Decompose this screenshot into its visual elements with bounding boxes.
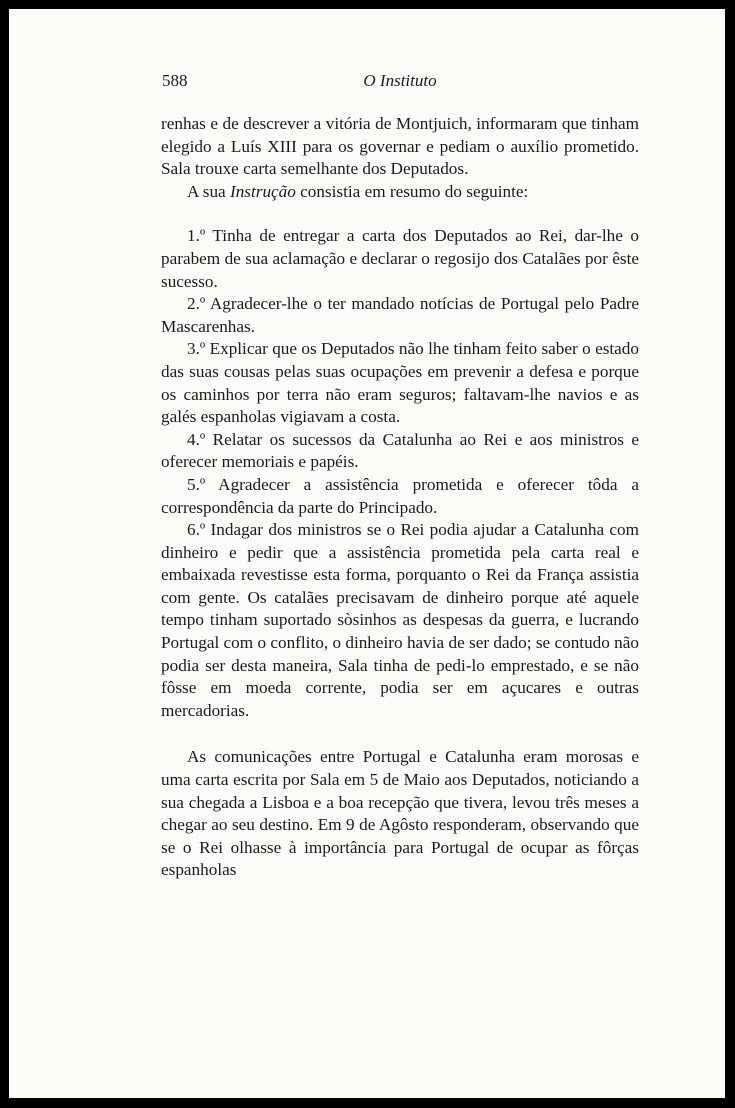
instruction-intro-prefix: A sua [187, 181, 230, 201]
spacer [161, 203, 639, 225]
list-item-4: 4.º Relatar os sucessos da Catalunha ao Rei e aos ministros e oferecer memoriais e papéis. [161, 429, 639, 472]
list-item-1: 1.º Tinha de entregar a carta dos Deputados ao Rei, dar-lhe o parabem de sua aclamação e declarar o regosijo dos Catalães por êste sucesso. [161, 226, 639, 291]
running-title: O Instituto [363, 71, 437, 90]
instruction-title: Instrução [229, 181, 296, 201]
book-page [9, 9, 725, 1098]
page-header [161, 71, 639, 95]
page-number: 588 [162, 71, 188, 90]
list-item-6: 6.º Indagar dos ministros se o Rei podia ajudar a Catalunha com dinheiro e pedir que a assistência prometida pela carta real e embaixada revestisse esta forma, porquanto o Rei da França assistia com gente. Os catalães precisavam de dinheiro porque até aquele tempo tinham suportado sòsinhos as despesas da guerra, e lucrando Portugal com o conflito, o dinheiro havia de ser dado; se contudo não podia ser desta maneira, Sala tinha de pedi-lo emprestado, e se não fôsse em moeda corrente, podia ser em açucares e outras mercadorias. [161, 520, 639, 720]
page-body [161, 113, 639, 882]
instruction-intro-suffix: consistia em resumo do seguinte: [295, 181, 529, 201]
opening-paragraph: renhas e de descrever a vitória de Montjuich, informaram que tinham elegido a Luís XIII para os governar e pediam o auxílio prometido. Sala trouxe carta semelhante dos Deputados. [161, 114, 639, 179]
list-item-3: 3.º Explicar que os Deputados não lhe tinham feito saber o estado das suas cousas pelas suas ocupações em prevenir a defesa e porque os caminhos por terra não eram seguros; faltavam-lhe navios e as galés espanholas vigiavam a costa. [161, 339, 639, 427]
list-item-2: 2.º Agradecer-lhe o ter mandado notícias de Portugal pelo Padre Mascarenhas. [161, 294, 639, 336]
list-item-5: 5.º Agradecer a assistência prometida e oferecer tôda a correspondência da parte do Principado. [161, 474, 639, 517]
instruction-intro [161, 181, 639, 204]
closing-paragraph: As comunicações entre Portugal e Catalunha eram morosas e uma carta escrita por Sala em 5 de Maio aos Deputados, noticiando a sua chegada a Lisboa e a boa recepção que tivera, levou três meses a chegar ao seu destino. Em 9 de Agôsto responderam, observando que se o Rei olhasse à importância para Portugal de ocupar as fôrças espanholas [161, 747, 639, 880]
spacer [161, 722, 639, 746]
